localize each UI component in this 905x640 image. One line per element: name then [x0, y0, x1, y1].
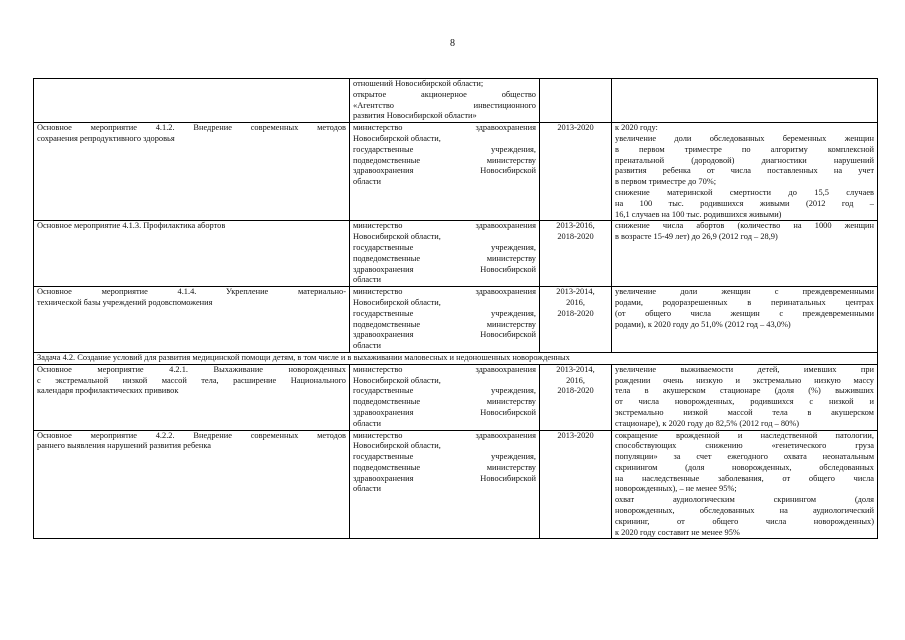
- executor-line: министерство здравоохранения: [353, 123, 536, 133]
- result-line: к 2020 году:: [615, 123, 658, 133]
- executor-line: открытое акционерное общество: [353, 89, 536, 99]
- result-cell: [612, 430, 878, 539]
- executor-line: здравоохранения Новосибирской: [353, 330, 536, 340]
- table-row: [34, 430, 878, 539]
- result-line: на наследственные заболевания, от общего числа: [615, 473, 874, 483]
- result-line: увеличение доли женщин с преждевременными: [615, 287, 874, 297]
- result-line: экстремально низкой массой тела в акушерском: [615, 407, 874, 417]
- activity-cell: [34, 79, 350, 123]
- activity-line: технической базы учреждений родовспоможения: [37, 297, 213, 307]
- executor-line: государственные учреждения,: [353, 452, 536, 462]
- period-line: 2016,: [566, 297, 585, 307]
- activity-line: с экстремальной низкой массой тела, расширение Национального: [37, 375, 346, 385]
- result-line: в первом триместре до 70%;: [615, 177, 717, 187]
- result-cell: [612, 123, 878, 221]
- result-line: на 100 тыс. родившихся живыми (2012 год –: [615, 198, 874, 208]
- result-line: родами, родоразрешенных в перинатальных центрах: [615, 297, 874, 307]
- result-line: способствующих снижению «генетического груза: [615, 441, 874, 451]
- executor-line: министерство здравоохранения: [353, 287, 536, 297]
- activity-line: Основное мероприятие 4.1.4. Укрепление материально-: [37, 287, 346, 297]
- result-cell: [612, 287, 878, 353]
- period-line: 2018-2020: [557, 386, 594, 396]
- result-line: к 2020 году составит не менее 95%: [615, 527, 740, 537]
- executor-line: Новосибирской области,: [353, 375, 441, 385]
- result-cell: [612, 364, 878, 430]
- executor-line: государственные учреждения,: [353, 386, 536, 396]
- executor-line: «Агентство инвестиционного: [353, 100, 536, 110]
- table-row: [34, 123, 878, 221]
- executor-line: государственные учреждения,: [353, 242, 536, 252]
- period-line: 2016,: [566, 375, 585, 385]
- executor-line: государственные учреждения,: [353, 308, 536, 318]
- result-line: популяции» за счет ежегодного охвата неонатальным: [615, 452, 874, 462]
- table-body: [34, 79, 878, 539]
- executor-line: подведомственные министерству: [353, 155, 536, 165]
- result-line: родами), к 2020 году до 51,0% (2012 год – 43,0%): [615, 319, 791, 329]
- result-line: 16,1 случаев на 100 тыс. родившихся живыми): [615, 209, 782, 219]
- result-line: в первом триместре по алгоритму комплексной: [615, 144, 874, 154]
- period-line: 2018-2020: [557, 232, 594, 242]
- period-line: 2018-2020: [557, 308, 594, 318]
- period-line: 2013-2014,: [556, 287, 595, 297]
- result-line: новорожденных, обследованных на аудиологический: [615, 506, 874, 516]
- measures-table: [33, 78, 878, 539]
- period-line: 2013-2014,: [556, 364, 595, 374]
- executor-cell: [350, 79, 540, 123]
- table-row: [34, 221, 878, 287]
- executor-line: области: [353, 341, 381, 351]
- executor-line: министерство здравоохранения: [353, 221, 536, 231]
- executor-line: государственные учреждения,: [353, 144, 536, 154]
- executor-line: министерство здравоохранения: [353, 364, 536, 374]
- task-row: [34, 352, 878, 364]
- result-line: снижение числа абортов (количество на 1000 женщин: [615, 221, 874, 231]
- period-line: 2013-2020: [557, 430, 594, 440]
- activity-line: Основное мероприятие 4.1.3. Профилактика абортов: [37, 221, 226, 231]
- period-cell: [540, 430, 612, 539]
- result-line: пренатальной (дородовой) диагностики нарушений: [615, 155, 874, 165]
- activity-line: календаря профилактических прививок: [37, 386, 179, 396]
- activity-line: Основное мероприятие 4.1.2. Внедрение современных методов: [37, 123, 346, 133]
- executor-line: подведомственные министерству: [353, 462, 536, 472]
- executor-line: здравоохранения Новосибирской: [353, 407, 536, 417]
- executor-line: здравоохранения Новосибирской: [353, 264, 536, 274]
- period-cell: [540, 287, 612, 353]
- executor-line: министерство здравоохранения: [353, 430, 536, 440]
- table-row: [34, 287, 878, 353]
- result-line: тела в акушерском стационаре (доля (%) выживших: [615, 386, 874, 396]
- result-line: (от общего числа женщин с преждевременными: [615, 308, 874, 318]
- executor-cell: [350, 221, 540, 287]
- executor-line: развития Новосибирской области»: [353, 111, 477, 121]
- executor-line: Новосибирской области,: [353, 441, 441, 451]
- table-row: [34, 79, 878, 123]
- period-line: 2013-2020: [557, 123, 594, 133]
- executor-cell: [350, 123, 540, 221]
- executor-cell: [350, 430, 540, 539]
- executor-line: Новосибирской области,: [353, 297, 441, 307]
- activity-line: Основное мероприятие 4.2.1. Выхаживание новорожденных: [37, 364, 346, 374]
- activity-line: Основное мероприятие 4.2.2. Внедрение современных методов: [37, 430, 346, 440]
- result-line: охват аудиологическим скринингом (доля: [615, 495, 874, 505]
- result-cell: [612, 79, 878, 123]
- page-number: 8: [450, 38, 455, 49]
- executor-line: здравоохранения Новосибирской: [353, 473, 536, 483]
- activity-cell: [34, 430, 350, 539]
- period-cell: [540, 79, 612, 123]
- result-line: снижение материнской смертности до 15,5 случаев: [615, 187, 874, 197]
- activity-cell: [34, 221, 350, 287]
- activity-line: сохранения репродуктивного здоровья: [37, 133, 175, 143]
- result-line: от числа новорожденных, родившихся с низкой и: [615, 397, 874, 407]
- executor-line: подведомственные министерству: [353, 397, 536, 407]
- activity-cell: [34, 287, 350, 353]
- result-line: в возрасте 15-49 лет) до 26,9 (2012 год – 28,9): [615, 232, 778, 242]
- result-cell: [612, 221, 878, 287]
- period-line: 2013-2016,: [556, 221, 595, 231]
- executor-line: области: [353, 177, 381, 187]
- executor-line: области: [353, 484, 381, 494]
- result-line: развития ребенка от числа поставленных на учет: [615, 166, 874, 176]
- period-cell: [540, 123, 612, 221]
- executor-cell: [350, 287, 540, 353]
- task-heading: Задача 4.2. Создание условий для развития медицинской помощи детям, в том числе и в выхаживании маловесных и недоношенных новорожденных: [34, 352, 878, 364]
- activity-cell: [34, 123, 350, 221]
- executor-line: Новосибирской области,: [353, 133, 441, 143]
- table-row: [34, 364, 878, 430]
- activity-cell: [34, 364, 350, 430]
- executor-line: области: [353, 275, 381, 285]
- executor-line: Новосибирской области,: [353, 232, 441, 242]
- result-line: скринингом (доля новорожденных, обследованных: [615, 462, 874, 472]
- activity-line: раннего выявления нарушений развития ребенка: [37, 441, 211, 451]
- executor-line: области: [353, 418, 381, 428]
- period-cell: [540, 364, 612, 430]
- executor-line: здравоохранения Новосибирской: [353, 166, 536, 176]
- result-line: увеличение выживаемости детей, имевших при: [615, 364, 874, 374]
- result-line: сокращение врожденной и наследственной патологии,: [615, 430, 874, 440]
- result-line: скрининг, от общего числа новорожденных): [615, 516, 874, 526]
- result-line: рождении очень низкую и экстремально низкую массу: [615, 375, 874, 385]
- period-cell: [540, 221, 612, 287]
- result-line: новорожденных), – не менее 95%;: [615, 484, 737, 494]
- executor-line: подведомственные министерству: [353, 253, 536, 263]
- result-line: увеличение доли обследованных беременных женщин: [615, 133, 874, 143]
- executor-line: отношений Новосибирской области;: [353, 79, 484, 88]
- executor-cell: [350, 364, 540, 430]
- result-line: стационаре), к 2020 году до 82,5% (2012 год – 80%): [615, 418, 799, 428]
- executor-line: подведомственные министерству: [353, 319, 536, 329]
